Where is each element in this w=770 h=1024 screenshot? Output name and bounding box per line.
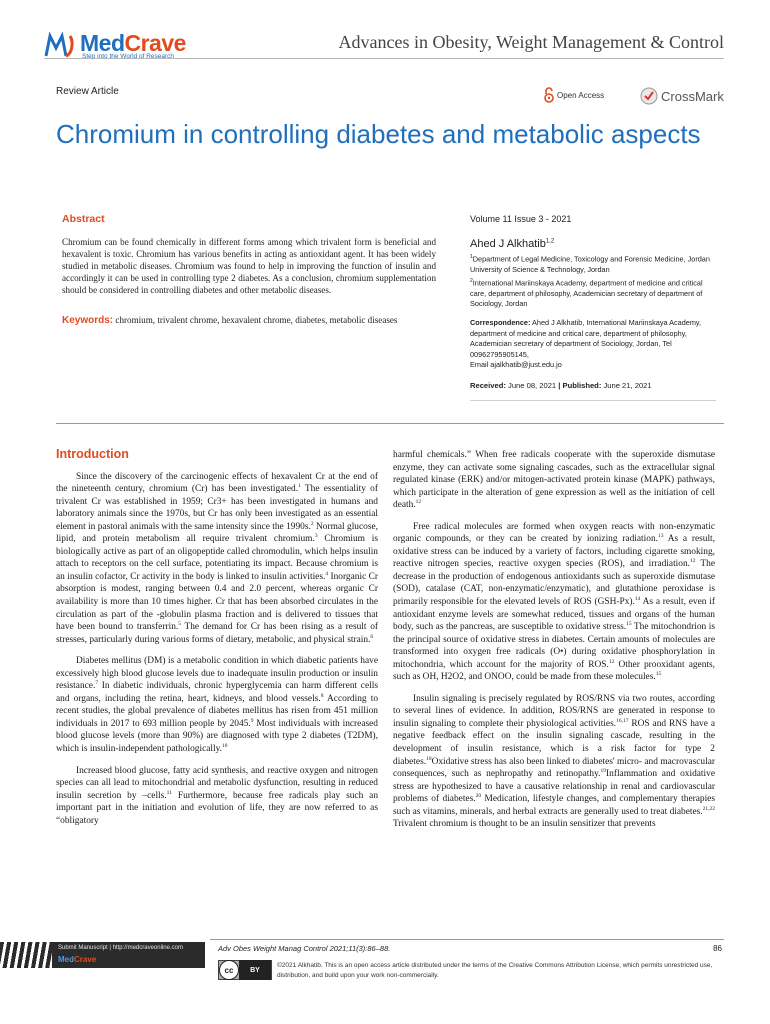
article-dates [470, 381, 652, 390]
page-number: 86 [713, 944, 722, 953]
correspondence [470, 318, 720, 371]
body-paragraph: Since the discovery of the carcinogenic effects of hexavalent Cr at the end of the nineteenth century, chromium (Cr) has been investigated.$^1$ The essentiality of trivalent Cr was established in 1959; Cr3+ has been investigated in humans and laboratory animals since the 1970s, but Cr has only been investigated as an essential element in pastoral animals with the same intensity since the 1990s.$^2$ Normal glucose, lipid, and protein metabolism all require trivalent chromium.$^3$ Chromium is biologically active as part of an oligopeptide called chromodulin, which helps insulin attach to receptors on the cell surface, potentiating its impact. Because chromium is an insulin cofactor, Cr activity in the body is linked to insulin activities.$^4$ Inorganic Cr absorption is modest, ranging between 0.4 and 2.0 percent, whereas organic Cr availability is more than 10 times higher. Cr that has been absorbed circulates in the circulation as part of the -globulin plasma fraction and is delivered to tissues that have been bound to transferrin.$^5$ The demand for Cr has been rising as a result of stresses, particularly during various forms of dietary, metabolic, and physical strain.$^6$ [56, 471, 379, 645]
received-date: June 08, 2021 [508, 381, 557, 390]
header-divider [44, 58, 724, 59]
author-affil-sup: 1,2 [545, 238, 555, 245]
section-divider [56, 423, 724, 424]
submit-manuscript-banner[interactable] [0, 942, 205, 968]
paper-title: Chromium in controlling diabetes and metabolic aspects [56, 119, 701, 149]
keywords [62, 314, 442, 327]
cc-by-label: BY [250, 966, 260, 974]
footer-logo: MedCrave [58, 955, 97, 964]
crossmark-icon [640, 87, 658, 105]
medcrave-logo-mark-icon [44, 32, 76, 58]
body-column-left [56, 448, 378, 836]
submit-manuscript-link[interactable]: Submit Manuscript | http://medcraveonline.com [58, 945, 183, 951]
keywords-label: Keywords: [62, 315, 114, 326]
author-name-text: Ahed J Alkhatib [470, 238, 546, 250]
body-paragraph: Free radical molecules are formed when oxygen reacts with non-enzymatic organic compounds, or they can be created by ionizing radiation.$^{13}$ As a result, oxidative stress can be induced by a variety of factors, including cigarette smoking, reactive nitrogen species, reactive oxygen species (ROS), and irradiation.$^{12}$ The decrease in the production of endogenous antioxidants such as superoxide dismutase (SOD), catalase (CAT, non-enzymatic/enzymatic), and glutathione peroxidase is primarily responsible for the elevated levels of ROS (GSH-Px).$^{14}$ As a result, even if antioxidant enzyme levels are somewhat reduced, tissues and organs of the human body, such as the pancreas, are susceptible to oxidative stress.$^{15}$ The mitochondrion is the principal source of oxidative stress in diabetes. Certain amounts of molecules are transformed into oxygen free radicals (O•) during oxidative phosphorylation in mitochondria, which account for the majority of ROS.$^{12}$ Other prooxidant agents, such as OH, H2O2, and ONOO, could be made from these molecules.$^{15}$ [393, 521, 715, 683]
body-column-right [393, 449, 715, 840]
journal-title: Advances in Obesity, Weight Management & Control [338, 32, 724, 52]
footer-stripes [0, 942, 52, 968]
correspondence-label: Correspondence: [470, 318, 531, 327]
keywords-text: chromium, trivalent chrome, hexavalent chrome, diabetes, metabolic diseases [115, 315, 398, 325]
sidebar-divider [470, 400, 716, 401]
affiliation-2-text: International Mariinskaya Academy, department of medicine and critical care, department of philosophy, Academician secretary of department of Sociology, Jordan [470, 278, 703, 309]
cc-by-license-badge[interactable] [218, 960, 272, 980]
body-paragraph: harmful chemicals.” When free radicals cooperate with the superoxide dismutase enzyme, they can activate some signaling cascades, such as the extracellular signal regulated kinase (ERK) and/or mitogen-activated protein kinase (MAPK) pathways, which participate in the alteration of gene expression as well as the initiation of cell death.$^{12}$ [393, 450, 715, 511]
logo-tagline: Step into the World of Research [82, 53, 175, 60]
abstract-text: Chromium can be found chemically in different forms among which trivalent form is beneficial and hexavalent is toxic. Chromium has various benefits in acting as antioxidant agent. It has been widely studied in metabolic diseases. Chromium was found to help in improving the function of insulin and accordingly it can be used in controlling type 2 diabetes. As a conclusion, chromium supplementation should be considered in controlling diabetes and other metabolic diseases. [62, 237, 436, 295]
affiliation-1-text: Department of Legal Medicine, Toxicology and Forensic Medicine, Jordan University of Science & Technology, Jordan [470, 254, 710, 275]
received-label: Received: [470, 381, 506, 390]
article-type: Review Article [56, 86, 119, 97]
cc-icon: cc [219, 960, 239, 980]
introduction-heading: Introduction [56, 447, 129, 461]
crossmark-button[interactable] [640, 86, 724, 106]
abstract-heading: Abstract [62, 213, 105, 225]
open-access-label: Open Access [557, 90, 605, 100]
dates-separator: | [558, 381, 561, 390]
open-access-badge[interactable] [543, 86, 604, 104]
body-paragraph: Insulin signaling is precisely regulated by ROS/RNS via two routes, according to several lines of evidence. In addition, ROS/RNS are generated in response to insulin signaling to complete their physiological activities.$^{16,17}$ ROS and RNS have a negative feedback effect on the insulin signaling cascade, resulting in the development of insulin resistance, which is a risk factor for type 2 diabetes.$^{18}$Oxidative stress has also been linked to diabetes' micro- and macrovascular consequences, such as nephropathy and retinopathy.$^{19}$Inflammation and oxidative stress are hypothesized to have a causative relationship in renal and cardiovascular problems of diabetes.$^{20}$ Medication, lifestyle changes, and complementary therapies such as vitamins, minerals, and herbal extracts are generally used to treat diabetes.$^{21,22}$ Trivalent chromium is thought to be an insulin sensitizer that prevents [393, 693, 715, 830]
correspondence-email[interactable]: Email ajalkhatib@just.edu.jo [470, 360, 562, 370]
author-affiliations [470, 252, 720, 310]
author-name[interactable] [470, 238, 554, 250]
citation: Adv Obes Weight Manag Control 2021;11(3):86–88. [218, 944, 391, 953]
open-access-lock-icon [543, 87, 555, 103]
volume-info: Volume 11 Issue 3 - 2021 [470, 214, 572, 224]
published-date: June 21, 2021 [603, 381, 652, 390]
affiliation-2 [470, 276, 720, 310]
affiliation-2-sup: 2 [470, 277, 473, 284]
footer-divider [210, 939, 724, 940]
medcrave-logo[interactable] [44, 30, 204, 60]
published-label: Published: [562, 381, 602, 390]
license-text: ©2021 Alkhatib. This is an open access article distributed under the terms of the Creative Commons Attribution License, which permits unrestricted use, distribution, and build upon your work non-commercially. [277, 962, 713, 979]
crossmark-label: CrossMark [661, 88, 724, 104]
correspondence-text: Ahed J Alkhatib, International Mariinskaya Academy, department of medicine and critical care, department of philosophy, Academician secretary of department of Sociology, Jordan, Tel 00962795905145, [470, 318, 702, 359]
logo-brand: MedCrave [80, 30, 186, 56]
affiliation-1 [470, 252, 720, 276]
body-paragraph: Increased blood glucose, fatty acid synthesis, and reactive oxygen and nitrogen species can all lead to mitochondrial and metabolic dysfunction, resulting in reduced insulin secretion by –cells.$^{11}$ Furthermore, because free radicals play such an important part in the initiation and evolution of life, they are now referred to as “obligatory [56, 765, 379, 826]
body-paragraph: Diabetes mellitus (DM) is a metabolic condition in which diabetic patients have excessively high blood glucose levels due to inadequate insulin production or insulin resistance.$^7$ In diabetic individuals, chronic hyperglycemia can harm different cells and organs, including the retina, heart, kidneys, and blood vessels.$^8$ According to recent studies, the global prevalence of diabetes mellitus has risen from 451 million individuals in 2017 to 693 million people by 2045.$^9$ Most individuals with increased blood glucose levels (more than 90%) are diagnosed with type 2 diabetes (T2DM), which is insulin-independent pathologically.$^{10}$ [56, 656, 379, 755]
affiliation-1-sup: 1 [470, 254, 473, 260]
